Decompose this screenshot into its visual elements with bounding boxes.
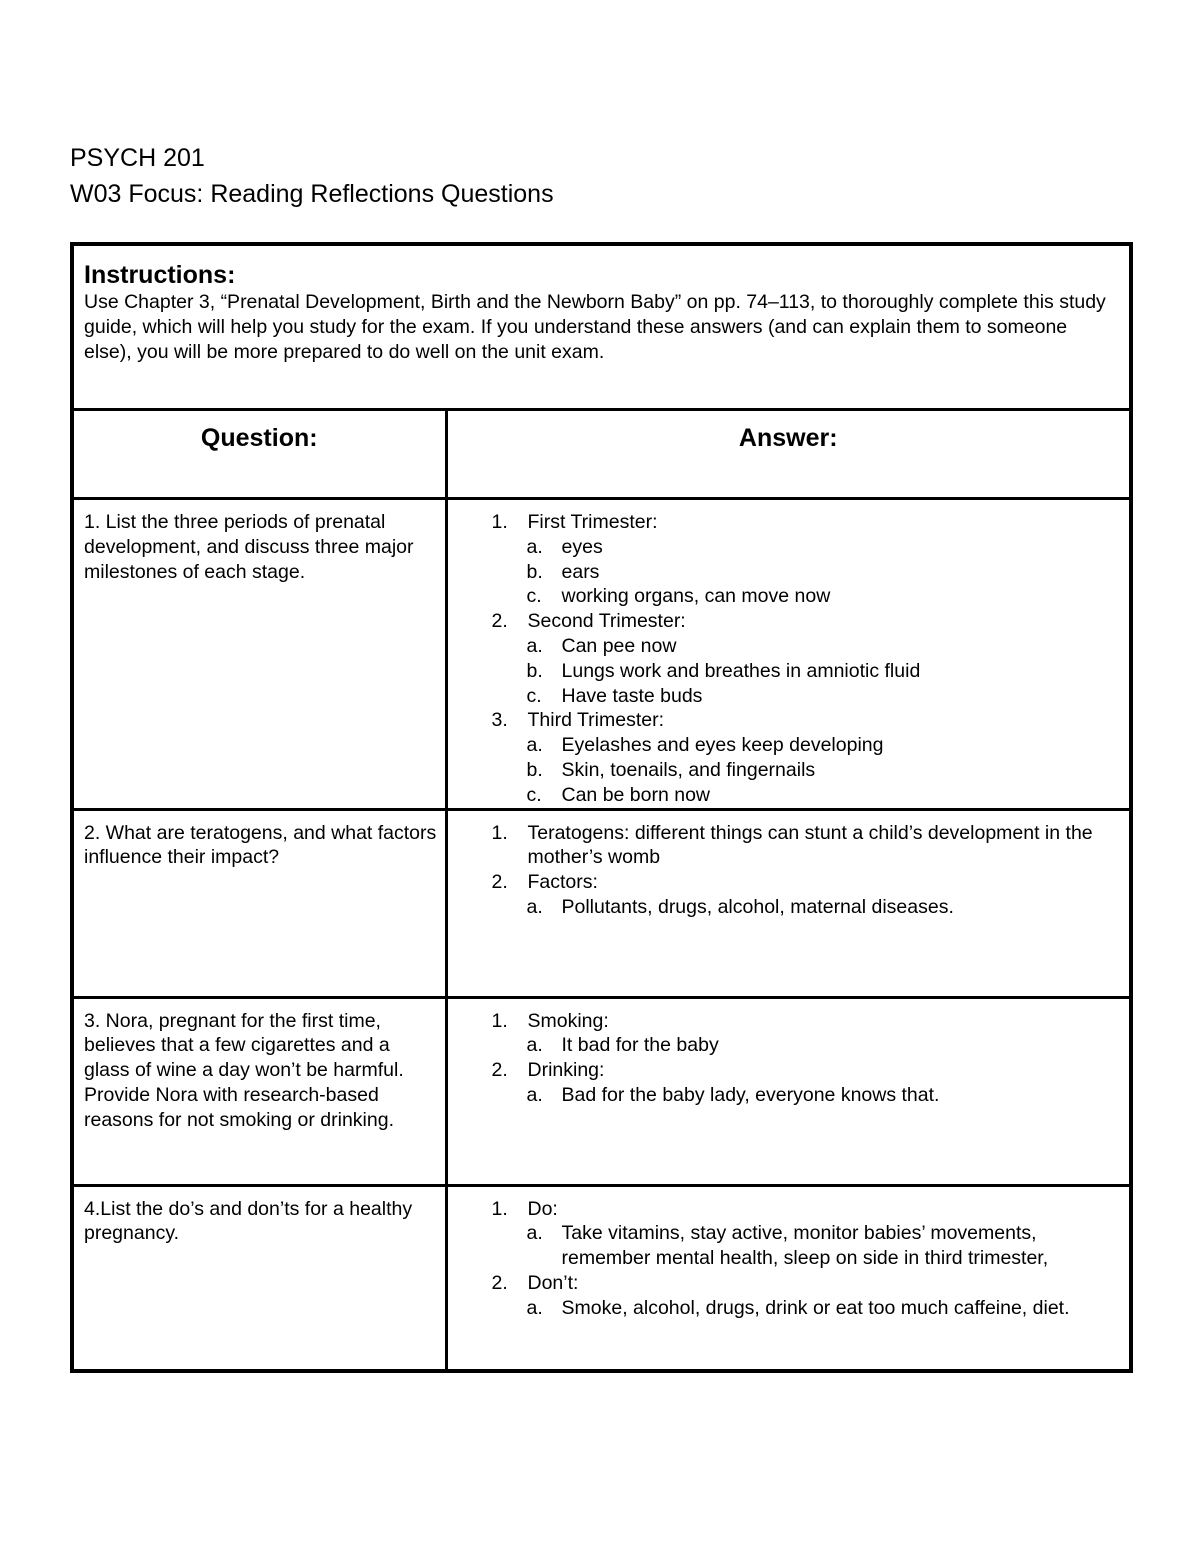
instructions-row [72,244,1131,410]
sub-answer-list [492,1083,1122,1108]
sub-answer-item [527,758,1122,783]
instructions-body: Use Chapter 3, “Prenatal Development, Birth and the Newborn Baby” on pp. 74–113, to thoroughly complete this study guide, which will help you study for the exam. If you understand these answers (and can explain them to someone else), you will be more prepared to do well on the unit exam. [84,291,1106,363]
sub-answer-letter: b. [526,659,543,682]
answer-list [492,1197,1122,1222]
sub-answer-item [527,560,1122,585]
sub-answer-text: Can be born now [561,783,711,806]
answer-item [492,870,1122,895]
sub-answer-text: Bad for the baby lady, everyone knows that. [561,1083,940,1106]
answer-list [492,708,1122,733]
sub-answer-list [492,733,1122,807]
answer-item [492,821,1122,871]
answer-text: Drinking: [527,1059,605,1082]
sub-answer-text: Take vitamins, stay active, monitor babies’ movements, remember mental health, sleep on side in third trimester, [561,1222,1049,1270]
answer-number: 2. [491,1059,508,1082]
answer-list [492,609,1122,634]
sub-answer-letter: a. [526,1083,543,1106]
answer-column-header: Answer: [446,410,1131,499]
sub-answer-letter: a. [526,1034,543,1057]
sub-answer-item [527,634,1122,659]
answer-list [492,1009,1122,1034]
table-row [72,997,1131,1185]
answer-number: 3. [491,709,508,732]
sub-answer-list [492,535,1122,609]
sub-answer-text: ears [561,560,600,583]
answer-list [492,1271,1122,1296]
answer-cell [446,809,1131,997]
answer-item [492,1271,1122,1296]
sub-answer-item [527,684,1122,709]
sub-answer-item [527,659,1122,684]
answer-text: Second Trimester: [527,610,686,633]
answer-item [492,510,1122,535]
instructions-heading: Instructions: [84,261,236,289]
sub-answer-text: Can pee now [561,634,677,657]
answer-item [492,1058,1122,1083]
sub-answer-item [527,1033,1122,1058]
sub-answer-text: Eyelashes and eyes keep developing [561,734,884,757]
answer-number: 2. [491,871,508,894]
answer-item [492,1009,1122,1034]
sub-answer-letter: c. [526,783,542,806]
sub-answer-text: Lungs work and breathes in amniotic fluid [561,659,921,682]
sub-answer-letter: a. [526,895,543,918]
sub-answer-item [527,733,1122,758]
answer-list [492,1058,1122,1083]
sub-answer-text: eyes [561,535,603,558]
sub-answer-item [527,535,1122,560]
answer-text: Factors: [527,871,598,894]
sub-answer-letter: a. [526,734,543,757]
sub-answer-letter: b. [526,758,543,781]
answer-list [492,510,1122,535]
column-header-row [72,410,1131,499]
answer-number: 1. [491,821,508,844]
sub-answer-list [492,1296,1122,1321]
answer-cell [446,499,1131,810]
sub-answer-item [527,1221,1122,1271]
sub-answer-list [492,1033,1122,1058]
sub-answer-item [527,895,1122,920]
sub-answer-text: Have taste buds [561,684,703,707]
sub-answer-item [527,1083,1122,1108]
study-guide-table [70,242,1133,1373]
sub-answer-item [527,1296,1122,1321]
sub-answer-letter: a. [526,535,543,558]
question-cell: 1. List the three periods of prenatal development, and discuss three major milestones of each stage. [72,499,446,810]
sub-answer-letter: c. [526,585,542,608]
answer-text: Smoking: [527,1009,609,1032]
answer-text: Teratogens: different things can stunt a child’s development in the mother’s womb [527,821,1093,869]
sub-answer-text: Smoke, alcohol, drugs, drink or eat too much caffeine, diet. [561,1296,1070,1319]
sub-answer-list [492,895,1122,920]
question-cell: 2. What are teratogens, and what factors influence their impact? [72,809,446,997]
answer-number: 2. [491,610,508,633]
answer-list [492,821,1122,895]
document-title: W03 Focus: Reading Reflections Questions [70,180,554,208]
table-row [72,499,1131,810]
answer-item [492,1197,1122,1222]
sub-answer-letter: c. [526,684,542,707]
question-column-header: Question: [72,410,446,499]
sub-answer-letter: a. [526,634,543,657]
sub-answer-list [492,634,1122,708]
sub-answer-letter: a. [526,1222,543,1245]
answer-number: 1. [491,1009,508,1032]
sub-answer-text: Skin, toenails, and fingernails [561,758,816,781]
answer-cell [446,997,1131,1185]
answer-number: 1. [491,511,508,533]
sub-answer-text: Pollutants, drugs, alcohol, maternal diseases. [561,895,954,918]
answer-text: Third Trimester: [527,709,665,732]
instructions-cell [72,244,1131,410]
course-code: PSYCH 201 [70,144,205,172]
sub-answer-list [492,1221,1122,1271]
sub-answer-text: working organs, can move now [561,585,831,608]
table-row [72,809,1131,997]
answer-item [492,609,1122,634]
question-cell: 4.List the do’s and don’ts for a healthy pregnancy. [72,1185,446,1371]
table-row [72,1185,1131,1371]
sub-answer-letter: a. [526,1296,543,1319]
sub-answer-item [527,783,1122,808]
answer-number: 1. [491,1197,508,1220]
answer-item [492,708,1122,733]
answer-text: Do: [527,1197,558,1220]
sub-answer-letter: b. [526,560,543,583]
question-cell: 3. Nora, pregnant for the first time, believes that a few cigarettes and a glass of wine a day won’t be harmful. Provide Nora with research-based reasons for not smoking or drinking. [72,997,446,1185]
sub-answer-text: It bad for the baby [561,1034,719,1057]
answer-text: First Trimester: [527,511,658,533]
answer-number: 2. [491,1271,508,1294]
answer-text: Don’t: [527,1271,579,1294]
sub-answer-item [527,584,1122,609]
answer-cell [446,1185,1131,1371]
